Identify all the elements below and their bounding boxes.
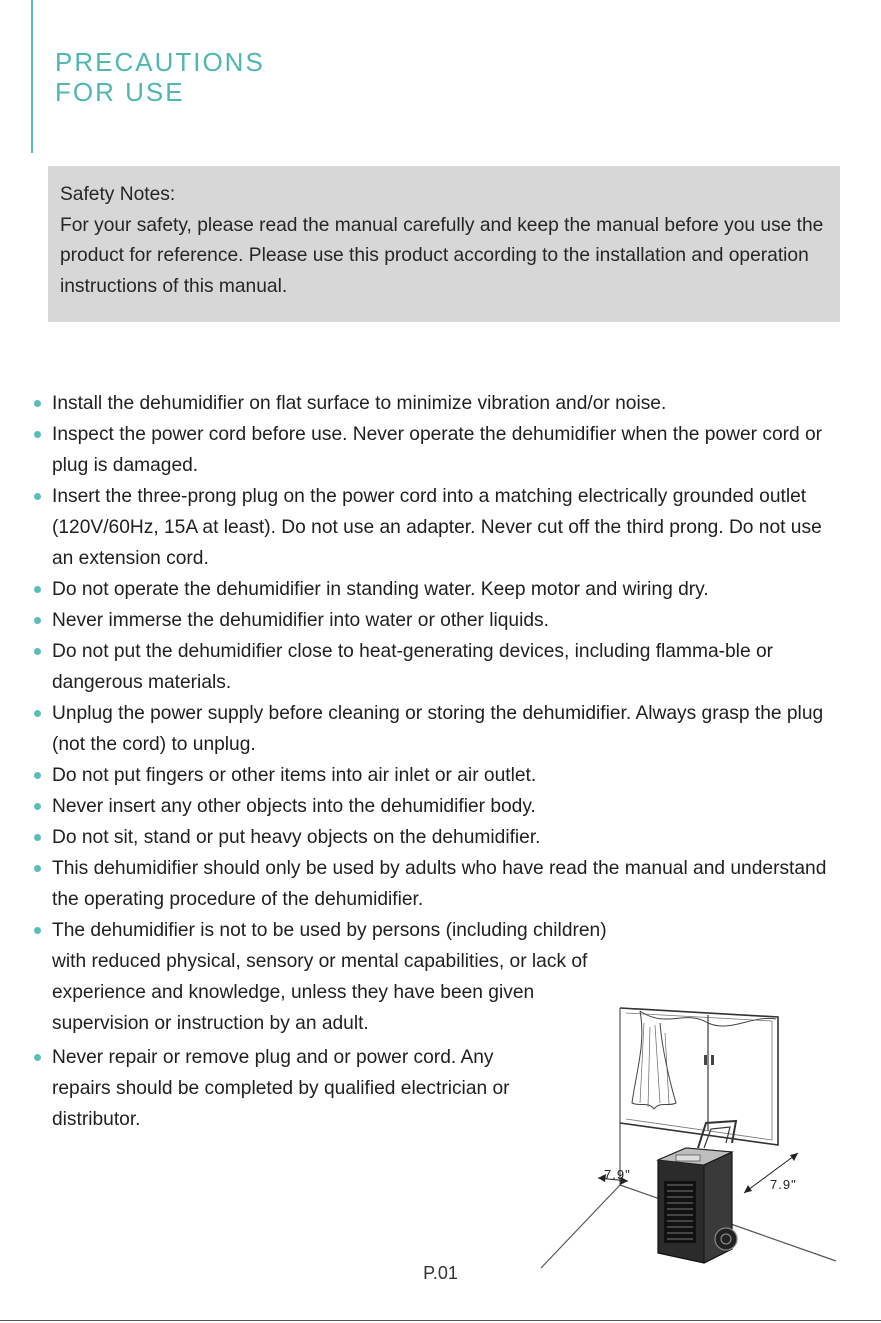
header-accent-line [31,0,33,153]
safety-notes-heading: Safety Notes: [60,184,176,205]
page-title-line-2: FOR USE [55,77,185,107]
bullet-dot-icon [34,803,41,810]
precaution-item: Unplug the power supply before cleaning or storing the dehumidifier. Always grasp the plug (not the cord) to unplug. [33,698,845,760]
precaution-item: The dehumidifier is not to be used by persons (including children) with reduced physical, sensory or mental capabilities, or lack of experience and knowledge, unless they have been given supervision or instruction by an adult. [33,915,612,1039]
bullet-dot-icon [34,648,41,655]
bullet-dot-icon [34,431,41,438]
precaution-item: Never insert any other objects into the dehumidifier body. [33,791,845,822]
precaution-item: This dehumidifier should only be used by adults who have read the manual and understand the operating procedure of the dehumidifier. [33,853,845,915]
bullet-dot-icon [34,710,41,717]
page-number: P.01 [423,1263,458,1283]
precaution-item: Do not put fingers or other items into air inlet or air outlet. [33,760,845,791]
precaution-item: Install the dehumidifier on flat surface to minimize vibration and/or noise. [33,388,845,419]
precaution-item: Do not operate the dehumidifier in standing water. Keep motor and wiring dry. [33,574,845,605]
bullet-dot-icon [34,493,41,500]
bullet-dot-icon [34,772,41,779]
precaution-item: Never immerse the dehumidifier into water or other liquids. [33,605,845,636]
bullet-dot-icon [34,865,41,872]
bullet-dot-icon [34,834,41,841]
precaution-item: Do not put the dehumidifier close to heat-generating devices, including flamma-ble or dangerous materials. [33,636,845,698]
left-clearance-label: 7.9" [604,1167,631,1182]
bullet-dot-icon [34,927,41,934]
bullet-dot-icon [34,586,41,593]
precaution-item: Never repair or remove plug and or power cord. Any repairs should be completed by qualified electrician or distributor. [33,1042,522,1135]
safety-notes-text: For your safety, please read the manual carefully and keep the manual before you use the product for reference. Please use this product according to the installation and operation instructions of this manual. [60,214,824,298]
page-bottom-rule [0,1320,881,1321]
bullet-dot-icon [34,400,41,407]
precaution-item: Inspect the power cord before use. Never operate the dehumidifier when the power cord or plug is damaged. [33,419,845,481]
page-title [55,47,265,107]
precaution-item: Do not sit, stand or put heavy objects on the dehumidifier. [33,822,845,853]
right-clearance-label: 7.9" [770,1177,797,1192]
safety-notes-box [48,166,840,322]
dehumidifier-clearance-illustration [536,1003,846,1273]
bullet-dot-icon [34,1054,41,1061]
bullet-dot-icon [34,617,41,624]
page-title-line-1: PRECAUTIONS [55,47,265,77]
precaution-item: Insert the three-prong plug on the power cord into a matching electrically grounded outlet (120V/60Hz, 15A at least). Do not use an adapter. Never cut off the third prong. Do not use an extension cord. [33,481,845,574]
